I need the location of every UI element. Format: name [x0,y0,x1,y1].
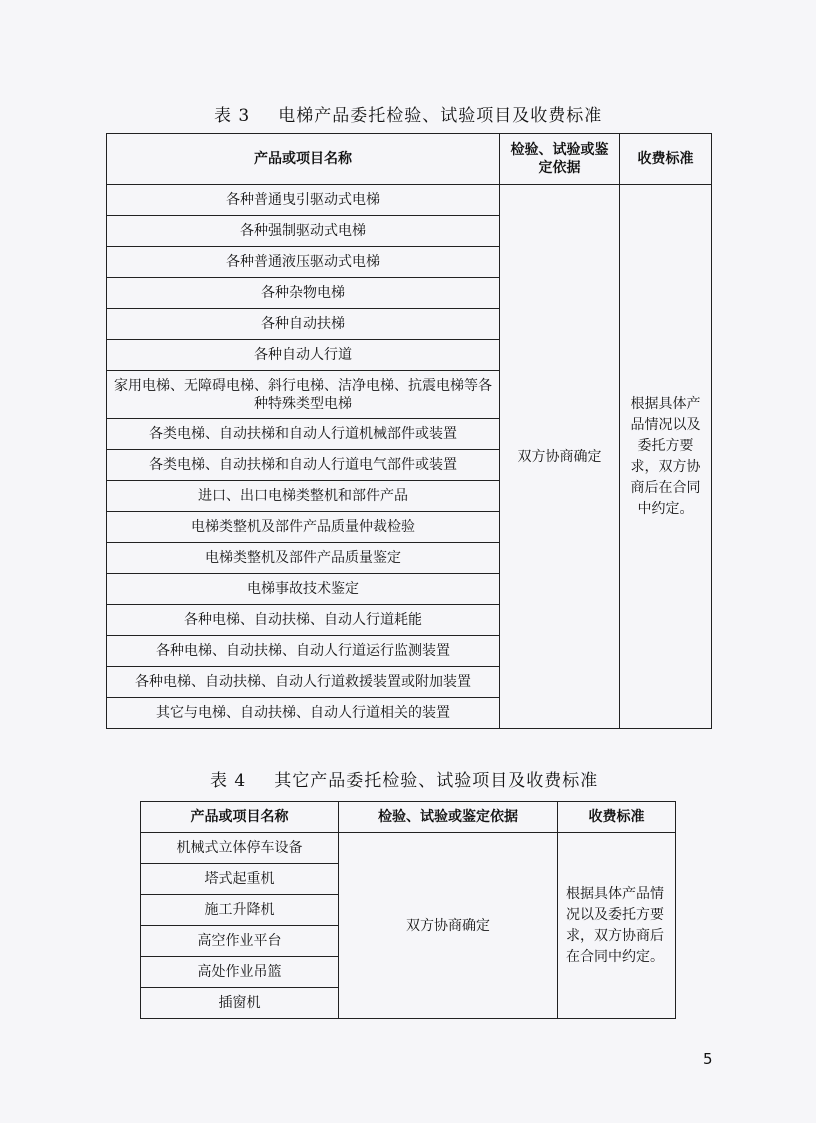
page-number: 5 [703,1050,713,1068]
table4-fee: 根据具体产品情况以及委托方要求，双方协商后在合同中约定。 [558,833,676,1019]
table4-header-fee: 收费标准 [558,802,676,833]
table3-caption-title: 电梯产品委托检验、试验项目及收费标准 [278,106,603,126]
table3-caption [214,101,602,126]
table3-item: 电梯类整机及部件产品质量鉴定 [107,543,500,574]
table4-item: 施工升降机 [141,895,339,926]
table4-item: 塔式起重机 [141,864,339,895]
table3-item: 电梯类整机及部件产品质量仲裁检验 [107,512,500,543]
table3-caption-number: 表 3 [214,106,251,126]
table3-item: 各种普通曳引驱动式电梯 [107,185,500,216]
table3-item: 电梯事故技术鉴定 [107,574,500,605]
table3-item: 各种普通液压驱动式电梯 [107,247,500,278]
table4-caption-title: 其它产品委托检验、试验项目及收费标准 [274,771,599,791]
table3 [106,133,712,729]
table4-header-basis: 检验、试验或鉴定依据 [339,802,558,833]
table3-item: 其它与电梯、自动扶梯、自动人行道相关的装置 [107,698,500,729]
table4-item: 高空作业平台 [141,926,339,957]
table3-header-name: 产品或项目名称 [107,134,500,185]
table4-header-name: 产品或项目名称 [141,802,339,833]
table4 [140,801,676,1019]
table3-header-fee: 收费标准 [620,134,712,185]
table3-item: 各种电梯、自动扶梯、自动人行道运行监测装置 [107,636,500,667]
table4-caption [210,766,598,791]
table4-item: 插窗机 [141,988,339,1019]
table3-item: 家用电梯、无障碍电梯、斜行电梯、洁净电梯、抗震电梯等各种特殊类型电梯 [107,371,500,419]
table3-item: 各种杂物电梯 [107,278,500,309]
table4-item: 机械式立体停车设备 [141,833,339,864]
table3-item: 各类电梯、自动扶梯和自动人行道电气部件或装置 [107,450,500,481]
table3-item: 进口、出口电梯类整机和部件产品 [107,481,500,512]
table3-item: 各种强制驱动式电梯 [107,216,500,247]
table3-header-basis: 检验、试验或鉴定依据 [500,134,620,185]
table4-basis: 双方协商确定 [339,833,558,1019]
table3-item: 各种自动扶梯 [107,309,500,340]
table4-item: 高处作业吊篮 [141,957,339,988]
table4-caption-number: 表 4 [210,771,247,791]
table3-item: 各种电梯、自动扶梯、自动人行道救援装置或附加装置 [107,667,500,698]
table3-item: 各种自动人行道 [107,340,500,371]
table3-basis: 双方协商确定 [500,185,620,729]
table3-fee: 根据具体产品情况以及委托方要求，双方协商后在合同中约定。 [620,185,712,729]
table3-item: 各种电梯、自动扶梯、自动人行道耗能 [107,605,500,636]
table3-item: 各类电梯、自动扶梯和自动人行道机械部件或装置 [107,419,500,450]
